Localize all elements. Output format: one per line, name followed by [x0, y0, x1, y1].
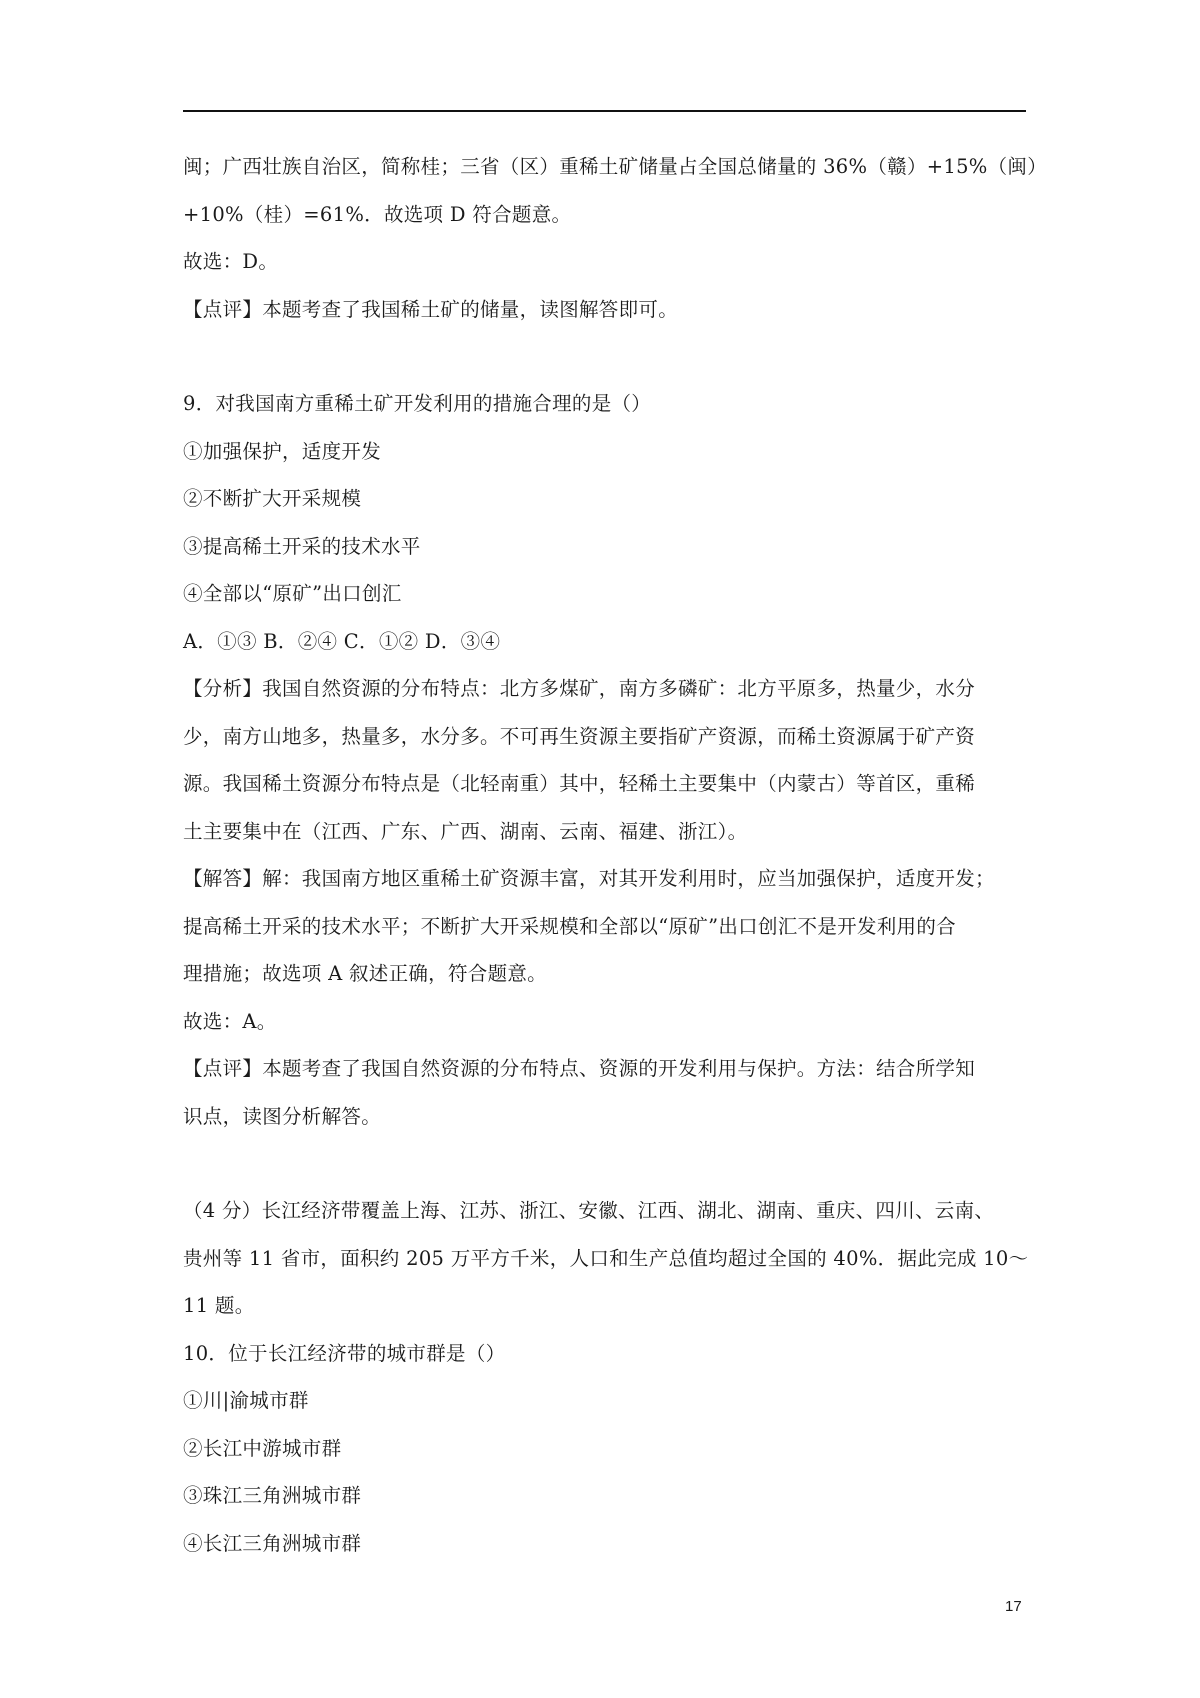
option-item: ①加强保护，适度开发	[183, 439, 382, 463]
option-item: ②不断扩大开采规模	[183, 487, 362, 510]
page-number: 17	[1005, 1598, 1022, 1615]
solution-line: 理措施；故选项 A 叙述正确，符合题意。	[183, 962, 547, 985]
analysis-line: 土主要集中在（江西、广东、广西、湖南、云南、福建、浙江）。	[183, 819, 748, 843]
question-group-10-11	[183, 1187, 1028, 1567]
section-gap	[183, 1140, 1028, 1187]
option-item: ④长江三角洲城市群	[183, 1531, 362, 1555]
answer-explanation-q8	[183, 143, 1048, 333]
text-line: 闽；广西壮族自治区，简称桂；三省（区）重稀土矿储量占全国总储量的 36%（赣）+15%（闽）	[183, 155, 1048, 178]
question-stem: 9．对我国南方重稀土矿开发利用的措施合理的是（）	[183, 392, 652, 415]
comment-line: 识点，读图分析解答。	[183, 1104, 382, 1128]
comment-line: 【点评】本题考查了我国稀土矿的储量，读图解答即可。	[183, 297, 679, 321]
group-intro-line: 贵州等 11 省市，面积约 205 万平方千米，人口和生产总值均超过全国的 40%．据此完成 10～	[183, 1246, 1029, 1270]
option-item: ②长江中游城市群	[183, 1436, 342, 1460]
analysis-line: 源。我国稀土资源分布特点是（北轻南重）其中，轻稀土主要集中（内蒙古）等首区，重稀	[183, 772, 976, 795]
text-line: +10%（桂）=61%．故选项 D 符合题意。	[183, 202, 572, 226]
option-item: ①川|渝城市群	[183, 1389, 309, 1412]
header-rule	[183, 110, 1026, 112]
option-item: ③珠江三角洲城市群	[183, 1484, 362, 1507]
solution-line: 提高稀土开采的技术水平；不断扩大开采规模和全部以“原矿”出口创汇不是开发利用的合	[183, 914, 956, 938]
document-body	[183, 143, 1048, 1567]
solution-line: 【解答】解：我国南方地区重稀土矿资源丰富，对其开发利用时，应当加强保护，适度开发；	[183, 867, 995, 890]
question-9	[183, 380, 1028, 1140]
analysis-line: 少，南方山地多，热量多，水分多。不可再生资源主要指矿产资源，而稀土资源属于矿产资	[183, 724, 976, 748]
answer-line: 故选：A。	[183, 1009, 277, 1033]
group-intro-line: （4 分）长江经济带覆盖上海、江苏、浙江、安徽、江西、湖北、湖南、重庆、四川、云南、	[183, 1199, 995, 1222]
option-item: ③提高稀土开采的技术水平	[183, 534, 421, 558]
comment-line: 【点评】本题考查了我国自然资源的分布特点、资源的开发利用与保护。方法：结合所学知	[183, 1057, 976, 1080]
analysis-line: 【分析】我国自然资源的分布特点：北方多煤矿，南方多磷矿：北方平原多，热量少，水分	[183, 677, 976, 700]
answer-line: 故选：D。	[183, 250, 279, 273]
section-gap	[183, 333, 1028, 380]
option-item: ④全部以“原矿”出口创汇	[183, 582, 402, 605]
choices-line: A．①③ B．②④ C．①② D．③④	[183, 629, 501, 653]
group-intro-line: 11 题。	[183, 1294, 255, 1317]
question-stem: 10．位于长江经济带的城市群是（）	[183, 1341, 506, 1365]
